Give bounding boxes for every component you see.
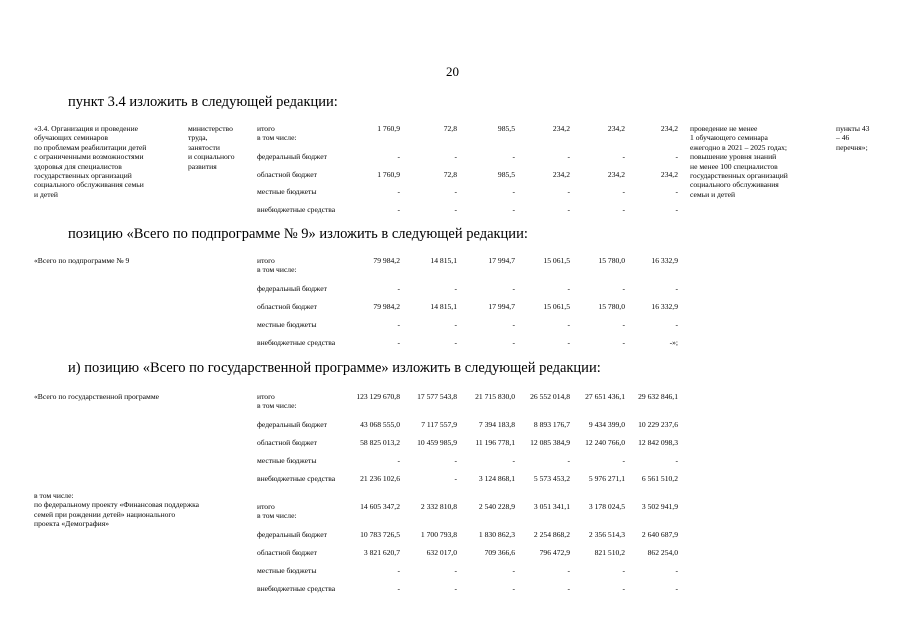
- row-value: 1 830 862,3: [478, 530, 515, 539]
- section1-result: проведение не менее 1 обучающего семинара ежегодно в 2021 – 2025 годах; повышение уровня знаний не менее 100 специалистов государственных организаций социального обслуживания семьи и детей: [690, 124, 788, 199]
- row-value: 10 229 237,6: [638, 420, 678, 429]
- row-value: 21 236 102,6: [360, 474, 400, 483]
- row-label: местные бюджеты: [257, 456, 317, 465]
- row-value: -: [512, 284, 515, 293]
- row-value: 29 632 846,1: [638, 392, 678, 401]
- row-value: 15 780,0: [598, 302, 625, 311]
- row-value: 17 994,7: [488, 302, 515, 311]
- row-label: федеральный бюджет: [257, 530, 327, 539]
- row-value: -: [622, 584, 625, 593]
- row-value: -: [567, 284, 570, 293]
- row-value: 1 760,9: [377, 124, 400, 133]
- row-label: внебюджетные средства: [257, 474, 336, 483]
- row-value: -: [512, 152, 515, 161]
- row-value: -: [454, 338, 457, 347]
- row-value: 15 061,5: [543, 302, 570, 311]
- row-label: внебюджетные средства: [257, 205, 336, 214]
- row-value: -: [512, 456, 515, 465]
- row-value: 21 715 830,0: [475, 392, 515, 401]
- row-value: -: [622, 284, 625, 293]
- row-label: итого в том числе:: [257, 124, 297, 143]
- row-label: федеральный бюджет: [257, 152, 327, 161]
- row-value: 821 510,2: [594, 548, 625, 557]
- row-value: -: [512, 566, 515, 575]
- row-value: 3 178 024,5: [588, 502, 625, 511]
- page-number: 20: [446, 64, 459, 79]
- row-value: -: [397, 338, 400, 347]
- row-value: 709 366,6: [484, 548, 515, 557]
- row-value: -: [567, 320, 570, 329]
- row-value: 796 472,9: [539, 548, 570, 557]
- row-value: 632 017,0: [426, 548, 457, 557]
- row-value: 12 085 384,9: [530, 438, 570, 447]
- section3-sub-name: в том числе: по федеральному проекту «Финансовая поддержка семей при рождении детей» национального проекта «Демография»: [34, 491, 200, 529]
- row-label: областной бюджет: [257, 170, 317, 179]
- row-value: 17 994,7: [488, 256, 515, 265]
- row-value: 26 552 014,8: [530, 392, 570, 401]
- row-label: местные бюджеты: [257, 320, 317, 329]
- row-value: -: [454, 284, 457, 293]
- row-value: -: [567, 187, 570, 196]
- row-value: -: [454, 205, 457, 214]
- row-value: 7 117 557,9: [421, 420, 457, 429]
- section3-heading: и) позицию «Всего по государственной программе» изложить в следующей редакции:: [68, 360, 601, 376]
- row-value: 2 254 868,2: [533, 530, 570, 539]
- row-label: внебюджетные средства: [257, 584, 336, 593]
- row-label: областной бюджет: [257, 302, 317, 311]
- row-value: -»;: [669, 338, 678, 347]
- row-value: 15 780,0: [598, 256, 625, 265]
- row-value: 12 240 766,0: [585, 438, 625, 447]
- row-value: -: [454, 584, 457, 593]
- row-value: 58 825 013,2: [360, 438, 400, 447]
- row-value: -: [675, 152, 678, 161]
- row-value: 985,5: [497, 170, 515, 179]
- row-value: -: [397, 566, 400, 575]
- row-value: 9 434 399,0: [588, 420, 625, 429]
- row-value: -: [454, 474, 457, 483]
- row-value: 5 573 453,2: [533, 474, 570, 483]
- section1-executor: министерство труда, занятости и социального развития: [188, 124, 235, 171]
- row-value: -: [675, 566, 678, 575]
- row-value: 6 561 510,2: [641, 474, 678, 483]
- row-value: 43 068 555,0: [360, 420, 400, 429]
- row-value: -: [675, 205, 678, 214]
- row-value: 8 893 176,7: [533, 420, 570, 429]
- row-value: 3 821 620,7: [363, 548, 400, 557]
- row-value: -: [454, 566, 457, 575]
- row-value: -: [512, 187, 515, 196]
- row-value: 17 577 543,8: [417, 392, 457, 401]
- row-value: 72,8: [443, 124, 457, 133]
- row-value: 985,5: [497, 124, 515, 133]
- row-value: -: [567, 584, 570, 593]
- row-value: -: [567, 566, 570, 575]
- row-value: 3 502 941,9: [641, 502, 678, 511]
- row-value: -: [675, 456, 678, 465]
- row-value: -: [622, 205, 625, 214]
- row-label: местные бюджеты: [257, 566, 317, 575]
- row-value: 7 394 183,8: [478, 420, 515, 429]
- row-value: -: [512, 320, 515, 329]
- row-value: 2 640 687,9: [641, 530, 678, 539]
- section1-name: «3.4. Организация и проведение обучающих семинаров по проблемам реабилитации детей с ограниченными возможностями здоровья для специалистов государственных организаций социального обслуживания семьи и детей: [34, 124, 147, 199]
- row-value: 2 540 228,9: [478, 502, 515, 511]
- row-value: -: [454, 187, 457, 196]
- row-value: 2 332 810,8: [420, 502, 457, 511]
- row-value: -: [675, 584, 678, 593]
- row-value: 16 332,9: [651, 302, 678, 311]
- row-value: -: [622, 152, 625, 161]
- row-label: итого в том числе:: [257, 256, 297, 275]
- row-value: 10 459 985,9: [417, 438, 457, 447]
- row-value: 3 124 868,1: [478, 474, 515, 483]
- row-value: -: [512, 338, 515, 347]
- row-value: -: [675, 320, 678, 329]
- row-value: 12 842 098,3: [638, 438, 678, 447]
- row-value: -: [397, 152, 400, 161]
- row-value: -: [454, 320, 457, 329]
- row-value: 3 051 341,1: [533, 502, 570, 511]
- row-value: -: [397, 456, 400, 465]
- row-value: -: [567, 338, 570, 347]
- row-value: -: [512, 584, 515, 593]
- row-value: 234,2: [607, 170, 625, 179]
- row-value: 2 356 514,3: [588, 530, 625, 539]
- row-value: -: [454, 152, 457, 161]
- row-value: 72,8: [443, 170, 457, 179]
- row-value: 14 815,1: [430, 256, 457, 265]
- row-value: -: [397, 284, 400, 293]
- row-value: 79 984,2: [373, 256, 400, 265]
- row-label: областной бюджет: [257, 438, 317, 447]
- row-value: -: [622, 338, 625, 347]
- row-value: 1 760,9: [377, 170, 400, 179]
- row-value: 14 815,1: [430, 302, 457, 311]
- row-value: -: [567, 152, 570, 161]
- row-value: -: [622, 187, 625, 196]
- row-value: 27 651 436,1: [585, 392, 625, 401]
- row-label: областной бюджет: [257, 548, 317, 557]
- row-label: местные бюджеты: [257, 187, 317, 196]
- row-value: -: [622, 566, 625, 575]
- row-value: -: [622, 320, 625, 329]
- row-value: -: [454, 456, 457, 465]
- row-value: 16 332,9: [651, 256, 678, 265]
- section3-name: «Всего по государственной программе: [34, 392, 160, 401]
- row-value: 234,2: [607, 124, 625, 133]
- row-value: -: [567, 205, 570, 214]
- row-value: 10 783 726,5: [360, 530, 400, 539]
- row-label: федеральный бюджет: [257, 284, 327, 293]
- row-value: -: [567, 456, 570, 465]
- row-value: 11 196 778,1: [475, 438, 515, 447]
- row-value: 234,2: [660, 124, 678, 133]
- row-value: 14 605 347,2: [360, 502, 400, 511]
- row-value: 79 984,2: [373, 302, 400, 311]
- row-value: -: [512, 205, 515, 214]
- row-value: 234,2: [660, 170, 678, 179]
- section1-heading: пункт 3.4 изложить в следующей редакции:: [68, 94, 338, 110]
- row-label: итого в том числе:: [257, 392, 297, 411]
- row-label: итого в том числе:: [257, 502, 297, 521]
- row-value: -: [397, 187, 400, 196]
- row-value: 15 061,5: [543, 256, 570, 265]
- row-value: 1 700 793,8: [420, 530, 457, 539]
- row-value: 862 254,0: [647, 548, 678, 557]
- row-value: 5 976 271,1: [588, 474, 625, 483]
- row-value: -: [397, 584, 400, 593]
- row-label: внебюджетные средства: [257, 338, 336, 347]
- section2-heading: позицию «Всего по подпрограмме № 9» изложить в следующей редакции:: [68, 226, 528, 242]
- section1-link: пункты 43 – 46 перечня»;: [836, 124, 870, 152]
- row-value: -: [675, 187, 678, 196]
- row-value: -: [397, 320, 400, 329]
- row-value: -: [397, 205, 400, 214]
- section2-name: «Всего по подпрограмме № 9: [34, 256, 130, 265]
- row-label: федеральный бюджет: [257, 420, 327, 429]
- row-value: 123 129 670,8: [356, 392, 400, 401]
- row-value: 234,2: [552, 124, 570, 133]
- row-value: -: [675, 284, 678, 293]
- row-value: 234,2: [552, 170, 570, 179]
- row-value: -: [622, 456, 625, 465]
